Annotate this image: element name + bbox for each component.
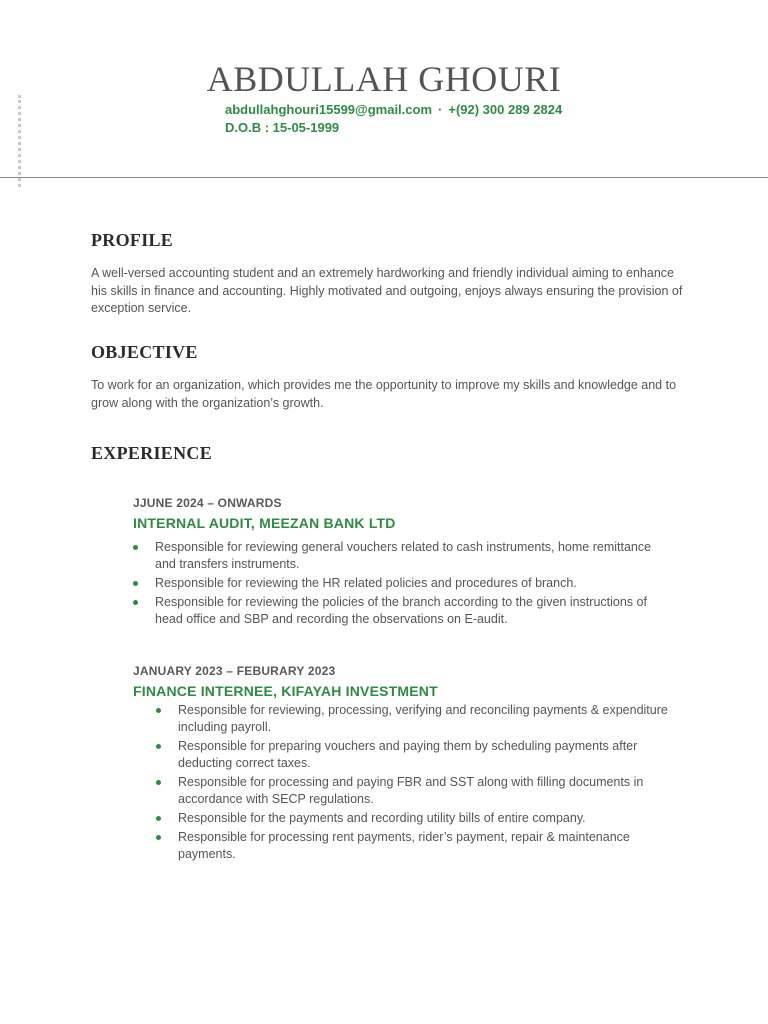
profile-text: A well-versed accounting student and an extremely hardworking and friendly individual aiming to enhance his skills in finance and accounting. Highly motivated and outgoing, enjoys always ensuring the provision of exception service. [91,266,683,315]
candidate-name: ABDULLAH GHOURI [206,59,562,99]
list-item [155,702,685,736]
list-item [132,539,672,573]
list-item-text: Responsible for reviewing the policies of the branch according to the given instructions of head office and SBP and recording the observations on E-audit. [155,595,647,626]
experience-heading: EXPERIENCE [91,443,213,463]
job-title: INTERNAL AUDIT, MEEZAN BANK LTD [133,515,396,531]
list-item-text: Responsible for reviewing, processing, verifying and reconciling payments & expenditure including payroll. [178,703,668,734]
bullet-icon [156,744,161,749]
list-item [155,738,685,772]
job-date: JANUARY 2023 – FEBURARY 2023 [133,664,336,678]
list-item-text: Responsible for processing rent payments, rider’s payment, repair & maintenance payments. [178,830,630,861]
bullet-icon [156,780,161,785]
phone-number: +(92) 300 289 2824 [448,102,563,117]
job-title: FINANCE INTERNEE, KIFAYAH INVESTMENT [133,683,438,699]
bullet-icon [156,816,161,821]
bullet-icon [133,545,138,550]
list-item [155,774,685,808]
bullet-icon [156,708,161,713]
profile-heading: PROFILE [91,230,174,250]
list-item-text: Responsible for reviewing the HR related policies and procedures of branch. [155,576,577,590]
contact-line [225,101,562,119]
list-item [132,594,672,628]
list-item [155,810,685,827]
bullet-icon [133,581,138,586]
contact-separator: · [438,102,443,117]
list-item-text: Responsible for preparing vouchers and paying them by scheduling payments after deducting correct taxes. [178,739,638,770]
bullet-icon [133,600,138,605]
date-of-birth: D.O.B : 15-05-1999 [225,120,340,135]
header-divider [0,177,768,178]
list-item-text: Responsible for the payments and recording utility bills of entire company. [178,811,586,825]
job-responsibilities [155,702,685,865]
list-item [132,575,672,592]
margin-marker [18,95,21,187]
list-item-text: Responsible for reviewing general vouchers related to cash instruments, home remittance and transfers instruments. [155,540,652,571]
email-link[interactable]: abdullahghouri15599@gmail.com [225,102,433,117]
job-responsibilities [132,539,672,630]
list-item-text: Responsible for processing and paying FBR and SST along with filling documents in accordance with SECP regulations. [178,775,644,806]
objective-heading: OBJECTIVE [91,342,198,362]
contact-info [225,101,562,137]
job-date: JJUNE 2024 – ONWARDS [133,496,282,510]
bullet-icon [156,835,161,840]
list-item [155,829,685,863]
objective-text: To work for an organization, which provides me the opportunity to improve my skills and knowledge and to grow along with the organization’s growth. [91,378,677,410]
